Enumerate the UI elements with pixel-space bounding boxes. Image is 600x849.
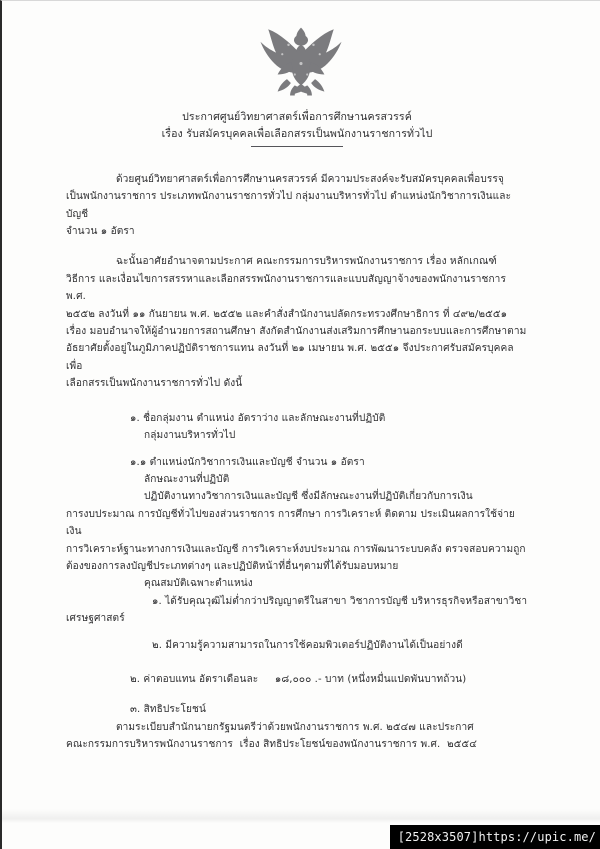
section-1-qualification-1-line-1: ๑. ได้รับคุณวุฒิไม่ต่ำกว่าปริญญาตรีในสาขา วิชาการบัญชี บริหารธุรกิจหรือสาขาวิชา [152,595,528,607]
section-1 [66,410,528,654]
paragraph-authority-line-4: เรื่อง มอบอำนาจให้ผู้อำนวยการสถานศึกษา สังกัดสำนักงานส่งเสริมการศึกษานอกระบบและการศึกษาตาม [66,326,527,338]
paragraph-authority-line-6: เลือกสรรเป็นพนักงานราชการทั่วไป ดังนี้ [66,378,243,390]
document-text-body [66,109,528,754]
paragraph-authority-line-3: ๒๕๕๒ ลงวันที่ ๑๑ กันยายน พ.ศ. ๒๕๕๒ และคำสั่งสำนักงานปลัดกระทรวงศึกษาธิการ ที่ ๔๙๒/๒๕๕๑ [66,308,508,320]
paragraph-intro-line-2: เป็นพนักงานราชการ ประเภทพนักงานราชการทั่วไป กลุ่มงานบริหารทั่วไป ตำแหน่งนักวิชาการเงินและบัญชี [66,191,512,220]
section-3-line-1: ตามระเบียบสำนักนายกรัฐมนตรีว่าด้วยพนักงานราชการ พ.ศ. ๒๕๔๗ และประกาศ [116,721,474,733]
section-1-duty-label: ลักษณะงานที่ปฏิบัติ [144,473,230,485]
title-divider [66,146,528,147]
section-1-qualification-2: ๒. มีความรู้ความสามารถในการใช้คอมพิวเตอร์ปฏิบัติงานได้เป็นอย่างดี [152,639,463,651]
paragraph-intro-line-1: ด้วยศูนย์วิทยาศาสตร์เพื่อการศึกษานครสวรรค์ มีความประสงค์จะรับสมัครบุคคลเพื่อบรรจุ [116,173,504,185]
paragraph-authority-line-5: อัธยาศัยตั้งอยู่ในภูมิภาคปฏิบัติราชการแทน ลงวันที่ ๒๑ เมษายน พ.ศ. ๒๕๕๑ จึงประกาศรับสมัครบุคคลเพื่อ [66,343,514,372]
section-1-group-name: กลุ่มงานบริหารทั่วไป [144,430,236,442]
garuda-emblem [253,23,349,101]
section-1-qualification-label: คุณสมบัติเฉพาะตำแหน่ง [144,578,253,590]
section-2-heading-prefix: ๒. ค่าตอบแทน อัตราเดือนละ [130,673,259,685]
section-3-heading: ๓. สิทธิประโยชน์ [130,704,206,716]
document-title-line-2: เรื่อง รับสมัครบุคคลเพื่อเลือกสรรเป็นพนักงานราชการทั่วไป [161,128,433,141]
section-2-amount: ๑๘,๐๐๐ .- [274,673,322,685]
paragraph-intro-line-3: จำนวน ๑ อัตรา [66,226,135,238]
page-scan-shadow [2,809,600,823]
section-1-heading: ๑. ชื่อกลุ่มงาน ตำแหน่ง อัตราว่าง และลักษณะงานที่ปฏิบัติ [130,412,386,424]
section-1-duty-line-3: การวิเคราะห์ฐานะทางการเงินและบัญชี การวิเคราะห์งบประมาณ การพัฒนาระบบคลัง ตรวจสอบความถูก [66,543,526,555]
emblem-container [2,23,600,101]
section-1-1-heading: ๑.๑ ตำแหน่งนักวิชาการเงินและบัญชี จำนวน ๑ อัตรา [130,456,365,468]
section-2-heading-suffix: บาท (หนึ่งหมื่นแปดพันบาทถ้วน) [325,673,467,685]
section-3 [66,701,528,753]
section-1-duty-line-2: การงบประมาณ การบัญชีทั่วไปของส่วนราชการ การศึกษา การวิเคราะห์ ติดตาม ประเมินผลการใช้จ่ายเงิน [66,508,515,538]
document-title-line-1: ประกาศศูนย์วิทยาศาสตร์เพื่อการศึกษานครสวรรค์ [182,111,412,123]
paragraph-authority-line-2: วิธีการ และเงื่อนไขการสรรหาและเลือกสรรพนักงานราชการและแบบสัญญาจ้างของพนักงานราชการ พ.ศ. [66,273,510,303]
section-1-duty-line-4: ต้องของการลงบัญชีประเภทต่างๆ และปฏิบัติหน้าที่อื่นๆตามที่ได้รับมอบหมาย [66,560,399,572]
section-1-qualification-1-line-2: เศรษฐศาสตร์ [66,613,125,625]
section-3-line-2: คณะกรรมการบริหารพนักงานราชการ เรื่อง สิทธิประโยชน์ของพนักงานราชการ พ.ศ. ๒๕๕๔ [66,739,477,751]
paragraph-intro [66,171,528,241]
section-2-compensation [66,671,528,688]
paragraph-authority [66,253,528,392]
section-1-duty-line-1: ปฏิบัติงานทางวิชาการเงินและบัญชี ซึ่งมีลักษณะงานที่ปฏิบัติเกี่ยวกับการเงิน [144,491,473,503]
paragraph-authority-line-1: ฉะนั้นอาศัยอำนาจตามประกาศ คณะกรรมการบริหารพนักงานราชการ เรื่อง หลักเกณฑ์ [116,256,497,268]
watermark-text: [2528x3507]https://upic.me/ [397,830,596,844]
watermark-bar [390,825,600,849]
